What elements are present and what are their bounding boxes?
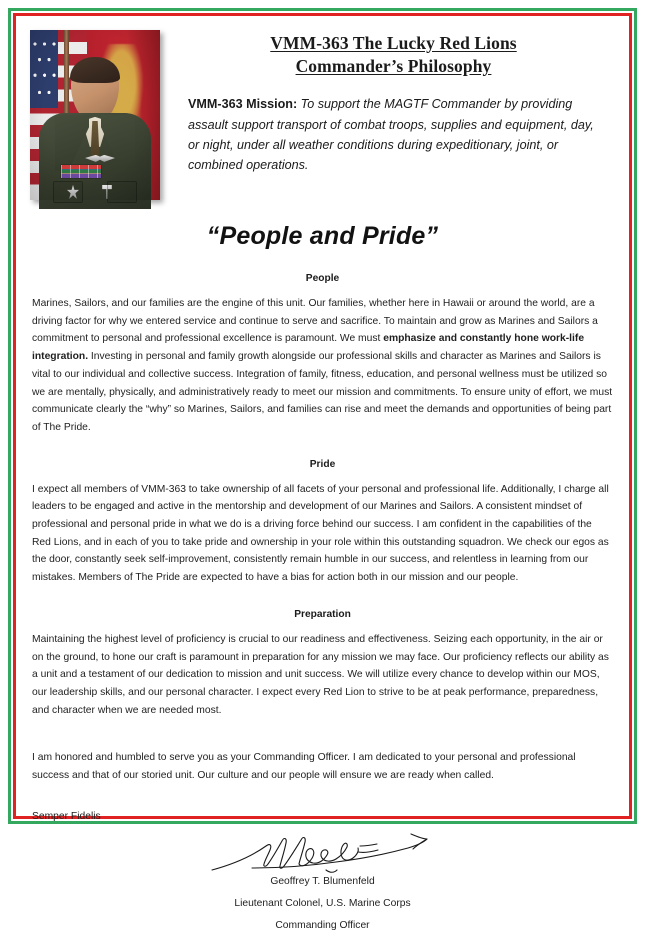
people-bold-emphasis: emphasize and constantly hone work-life integration. (32, 333, 585, 363)
page-title-line-2: Commander’s Philosophy (295, 56, 492, 77)
section-paragraph-pride: I expect all members of VMM-363 to take ownership of all facets of your personal and professional life. Additionally, I charge all leaders to be engaged and active in the mentorship and development of our Marines and Sailors. A consistent mindset of professional and personal pride in what we do is a driving force behind our success. I am confident in the capabilities of the Red Lions, and in each of you to take pride and ownership in your role within this outstanding squadron. We check our egos as the door, constantly seek self-improvement, consistently remain humble in our success, and relentless in learning from our mistakes. Members of The Pride are expected to have a bias for action both in our mission and our people. (32, 483, 609, 584)
section-heading-preparation: Preparation (294, 608, 351, 620)
signature-area (32, 826, 613, 931)
handwritten-signature-icon (208, 826, 438, 878)
document-body (18, 273, 627, 931)
document-page (18, 18, 627, 931)
commander-portrait-photo (30, 30, 160, 200)
mission-statement (188, 94, 608, 176)
page-title-line-1: VMM-363 The Lucky Red Lions (270, 33, 517, 53)
signer-name: Geoffrey T. Blumenfeld (270, 875, 375, 887)
signature-block (32, 811, 613, 931)
people-part-1: Marines, Sailors, and our families are the engine of this unit. Our families, whether here in Hawaii or around the world, are a driving factor for why we entered service and continue to serve and sacrifice. To maintain and grow as Marines and Sailors a commitment to personal and professional excellence is paramount. We must (32, 298, 598, 345)
mission-text: To support the MAGTF Commander by providing assault support transport of combat troops, supplies and equipment, day, or night, under all weather conditions during expeditionary, joint, or combined operations. (188, 97, 594, 173)
page-title (178, 32, 609, 78)
closing-paragraph: I am honored and humbled to serve you as your Commanding Officer. I am dedicated to your personal and professional success and that of our storied unit. Our culture and our people will ensure we are ready when called. (32, 752, 576, 782)
header-text-block (166, 26, 609, 176)
section-heading-people: People (305, 273, 340, 284)
mission-label: VMM-363 Mission: (188, 97, 298, 112)
section-heading-pride: Pride (309, 458, 336, 470)
document-header (18, 18, 627, 200)
signer-role: Commanding Officer (275, 919, 370, 931)
commander-portrait-container (30, 26, 166, 200)
signer-rank: Lieutenant Colonel, U.S. Marine Corps (234, 897, 411, 909)
valediction-text: Semper Fidelis (32, 810, 101, 822)
motto-heading: “People and Pride” (206, 222, 439, 250)
section-paragraph-people (32, 295, 613, 437)
section-paragraph-preparation: Maintaining the highest level of proficiency is crucial to our readiness and effectiveness. Seizing each opportunity, in the air or on the ground, to hone our craft is paramount in preparation for any mission we may face. Our proficiency reflects our ability as a unit and a testament of our dedication to mission and unit success. We will utilize every chance to develop within our MOS, our leadership skills, and our personal character. I expect every Red Lion to strive to be at peak performance, preparedness, and character when we are needed most. (32, 633, 609, 716)
people-part-2: Investing in personal and family growth alongside our professional skills and character as Marines and Sailors is vital to our individual and collective success. Integration of family, fitness, education, and personal wellness must be utilized so we are mentally, physically, and administratively ready to meet our mission and commitments. To ensure unity of effort, we must communicate clearly the “why” so Marines, Sailors, and families can rise and meet the demands and opportunities of being part of The Pride. (32, 351, 613, 433)
portrait-vignette (30, 30, 160, 200)
